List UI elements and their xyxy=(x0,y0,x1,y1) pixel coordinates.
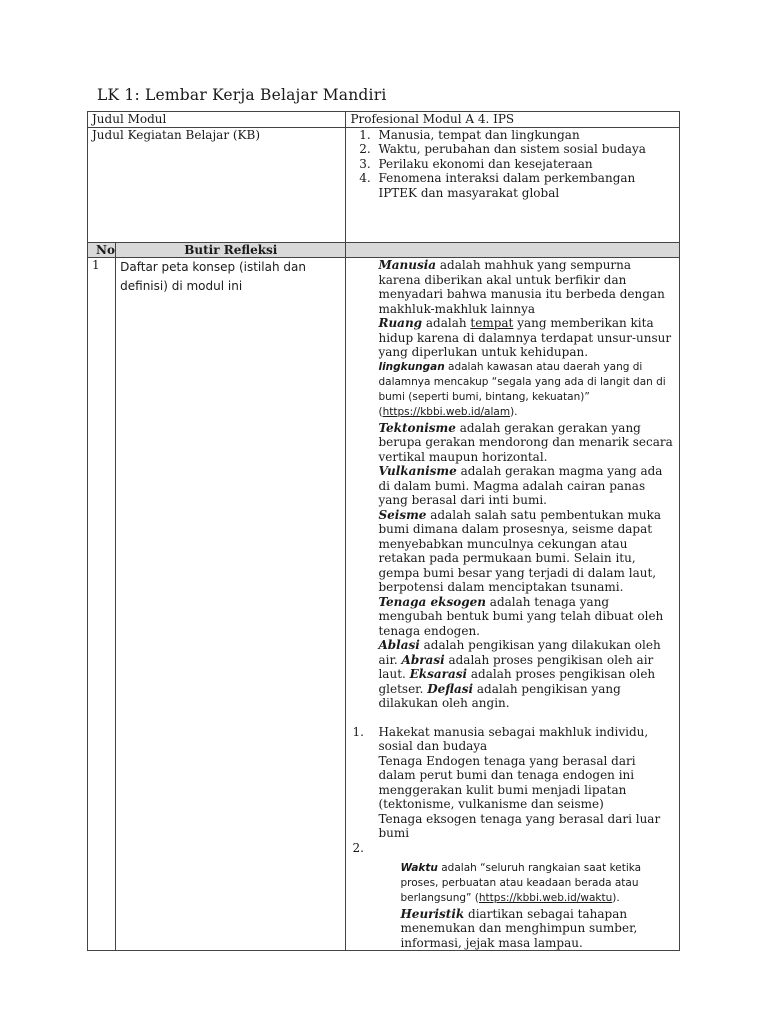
list2-content xyxy=(378,861,675,950)
term-ruang: Ruang xyxy=(378,316,423,330)
concept-lingkungan xyxy=(378,360,675,421)
row-label: Daftar peta konsep (istilah dan definisi) di modul ini xyxy=(116,258,346,951)
concept-waktu xyxy=(400,861,675,907)
list1-eksogen: Tenaga eksogen tenaga yang berasal dari luar bumi xyxy=(378,811,661,841)
term-manusia: Manusia xyxy=(378,258,437,272)
link-tempat[interactable]: tempat xyxy=(470,316,514,330)
list-number: 1. xyxy=(352,724,364,739)
term-tektonisme: Tektonisme xyxy=(378,420,456,435)
kb-item: 1. Manusia, tempat dan lingkungan xyxy=(374,128,675,143)
header-no: No xyxy=(88,242,116,258)
def-abrasi: adalah proses pengikisan oleh air laut. xyxy=(378,652,654,682)
page-title: LK 1: Lembar Kerja Belajar Mandiri xyxy=(97,86,387,104)
term-waktu: Waktu xyxy=(400,861,438,874)
list-item xyxy=(350,725,675,841)
judul-modul-value: Profesional Modul A 4. IPS xyxy=(346,112,680,128)
list1-head: Hakekat manusia sebagai makhluk individu, sosial dan budaya xyxy=(378,724,649,754)
header-blank xyxy=(346,242,680,258)
list-item xyxy=(350,841,675,950)
def-lingkungan-end: ). xyxy=(510,406,518,419)
kb-item: 2. Waktu, perubahan dan sistem sosial budaya xyxy=(374,142,675,157)
term-abrasi: Abrasi xyxy=(401,652,445,667)
table-row xyxy=(88,258,680,951)
def-waktu-end: ). xyxy=(612,892,620,905)
concept-vulkanisme xyxy=(378,464,675,508)
def-lingkungan: adalah kawasan atau daerah yang di dalamnya mencakup “segala yang ada di langit dan di bumi (seperti bumi, bintang, kekuatan)” ( xyxy=(378,360,666,419)
link-kbbi-waktu[interactable]: https://kbbi.web.id/waktu xyxy=(478,892,613,905)
link-kbbi-alam[interactable]: https://kbbi.web.id/alam xyxy=(382,406,511,419)
def-eksogen: adalah tenaga yang mengubah bentuk bumi yang telah dibuat oleh tenaga endogen. xyxy=(378,594,664,638)
numbered-list xyxy=(350,725,675,950)
def-eksarasi: adalah proses pengikisan oleh gletser. xyxy=(378,667,656,696)
concept-tektonisme xyxy=(378,421,675,465)
def-waktu: adalah “seluruh rangkaian saat ketika proses, perbuatan atau keadaan berada atau berlangsung” ( xyxy=(400,861,642,905)
row-content-cell xyxy=(346,258,680,951)
list1-endogen: Tenaga Endogen tenaga yang berasal dari dalam perut bumi dan tenaga endogen ini menggerakan kulit bumi menjadi lipatan (tektonisme, vulkanisme dan seisme) xyxy=(378,753,636,812)
concept-list xyxy=(350,258,675,950)
concept-heuristik xyxy=(400,907,675,951)
table-header-row xyxy=(88,242,680,258)
def-seisme: adalah salah satu pembentukan muka bumi dimana dalam prosesnya, seisme dapat menyebabkan munculnya cekungan atau retakan pada permukaan bumi. Selain itu, gempa bumi besar yang terjadi di dalam laut, berpotensi dalam menciptakan tsunami. xyxy=(378,507,662,595)
def-tektonisme: adalah gerakan gerakan yang berupa gerakan mendorong dan menarik secara vertikal maupun horizontal. xyxy=(378,420,673,464)
row-judul-kb xyxy=(88,127,680,242)
row-judul-modul xyxy=(88,112,680,128)
concept-eksogen xyxy=(378,595,675,639)
term-heuristik: Heuristik xyxy=(400,906,465,921)
judul-kb-label: Judul Kegiatan Belajar (KB) xyxy=(88,127,346,242)
judul-modul-label: Judul Modul xyxy=(88,112,346,128)
def-ruang-a: adalah xyxy=(422,316,471,330)
concept-pengikisan xyxy=(378,638,675,711)
worksheet-table xyxy=(87,111,680,951)
concept-manusia xyxy=(378,258,675,316)
kb-list xyxy=(350,128,675,201)
concept-seisme xyxy=(378,508,675,595)
header-butir-refleksi: Butir Refleksi xyxy=(116,242,346,258)
term-seisme: Seisme xyxy=(378,507,427,522)
term-ablasi: Ablasi xyxy=(378,638,420,653)
term-deflasi: Deflasi xyxy=(427,681,474,696)
term-lingkungan: lingkungan xyxy=(378,360,445,373)
def-ruang-b: yang memberikan kita hidup karena di dalamnya terdapat unsur-unsur yang diperlukan untuk kehidupan. xyxy=(378,316,672,359)
concept-ruang xyxy=(378,316,675,360)
judul-kb-list-cell xyxy=(346,127,680,242)
kb-item: 3. Perilaku ekonomi dan kesejateraan xyxy=(374,157,675,172)
term-eksarasi: Eksarasi xyxy=(409,667,468,682)
list-number: 2. xyxy=(352,840,364,855)
kb-item: 4. Fenomena interaksi dalam perkembangan IPTEK dan masyarakat global xyxy=(374,171,675,200)
def-deflasi: adalah pengikisan yang dilakukan oleh angin. xyxy=(378,681,621,711)
term-eksogen: Tenaga eksogen xyxy=(378,594,486,609)
def-vulkanisme: adalah gerakan magma yang ada di dalam bumi. Magma adalah cairan panas yang berasal dari inti bumi. xyxy=(378,464,663,508)
def-manusia: adalah mahhuk yang sempurna karena diberikan akal untuk berfikir dan menyadari bahwa manusia itu berbeda dengan makhluk-makhluk lainnya xyxy=(378,258,665,316)
def-ablasi: adalah pengikisan yang dilakukan oleh air. xyxy=(378,638,661,667)
term-vulkanisme: Vulkanisme xyxy=(378,464,457,479)
row-number: 1 xyxy=(88,258,116,951)
def-heuristik: diartikan sebagai tahapan menemukan dan menghimpun sumber, informasi, jejak masa lampau. xyxy=(400,906,638,950)
